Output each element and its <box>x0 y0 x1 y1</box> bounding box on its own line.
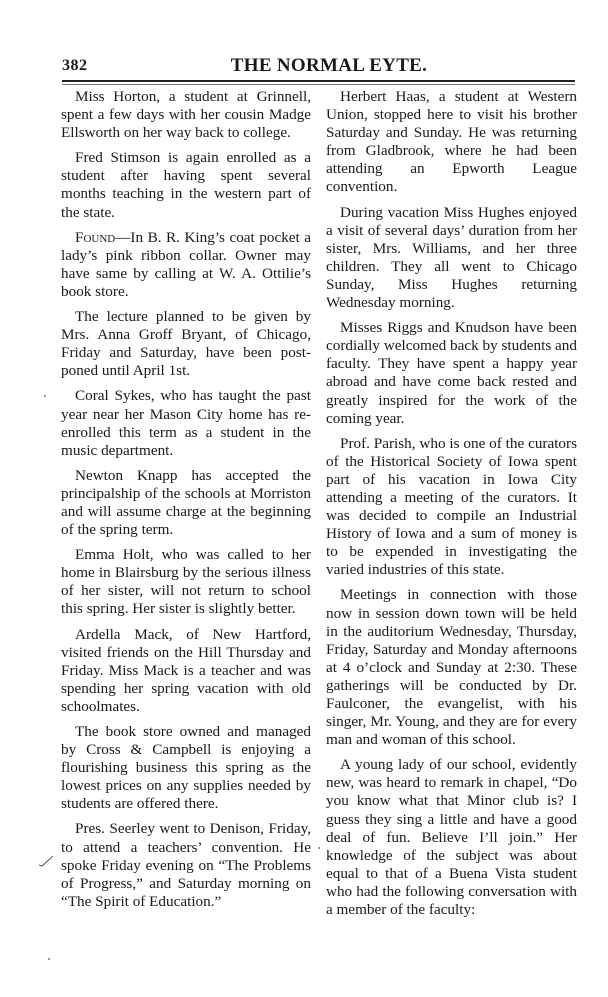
left-column <box>61 88 311 918</box>
scan-speck <box>318 847 320 849</box>
news-item-riggs-knudson: Misses Riggs and Knudson have been cordially welcomed back by students and faculty. They have spent a happy year abroad and have come back rested and greatly inspired for the work of the coming year. <box>326 319 577 427</box>
news-item-meetings: Meetings in connection with those now in session down town will be held in the auditorium Wednesday, Thursday, Friday, Saturday and Monday afternoons at 4 o’clock and Sunday at 2:30. These gatherings will be conducted by Dr. Faulconer, the evangelist, with his singer, Mr. Young, and they are for every man and woman of this school. <box>326 586 577 749</box>
news-item-lecture: The lecture planned to be given by Mrs. Anna Groff Bryant, of Chicago, Friday and Saturday, have been postponed until April 1st. <box>61 308 311 380</box>
found-text: —In B. R. King’s coat pocket a lady’s pink ribbon collar. Owner may have same by calling at W. A. Ottilie’s book store. <box>61 228 311 300</box>
page-header <box>62 55 576 77</box>
news-item-parish: Prof. Parish, who is one of the curators of the Historical Society of Iowa spent part of his vacation in Iowa City attending a meeting of the curators. It was decided to compile an Industrial History of Iowa and a sum of money is to be expended in investigating the varied industries of this state. <box>326 434 577 579</box>
right-column <box>326 88 577 926</box>
masthead-title: THE NORMAL EYTE. <box>230 55 428 76</box>
news-item-bookstore: The book store owned and managed by Cross & Campbell is enjoying a flourishing business this spring as the lowest prices on any supplies needed by students are offered there. <box>61 723 311 813</box>
scan-speck <box>44 395 46 397</box>
news-item-found <box>61 229 311 301</box>
news-item-stimson: Fred Stimson is again enrolled as a student after having spent several months teaching in the western part of the state. <box>61 149 311 221</box>
news-item-sykes: Coral Sykes, who has taught the past year near her Mason City home has re-enrolled this term as a student in the music department. <box>61 387 311 459</box>
page-number: 382 <box>62 57 88 74</box>
news-item-knapp: Newton Knapp has accepted the principalship of the schools at Morriston and will assume charge at the beginning of the spring term. <box>61 466 311 539</box>
news-item-holt: Emma Holt, who was called to her home in Blairsburg by the serious illness of her sister, will not return to school this spring. Her sister is slightly better. <box>61 546 311 618</box>
news-item-mack: Ardella Mack, of New Hartford, visited friends on the Hill Thursday and Friday. Miss Mack is a teacher and was spending her spring vacation with old schoolmates. <box>61 625 311 715</box>
news-item-haas: Herbert Haas, a student at Western Union, stopped here to visit his brother Saturday and Sunday. He was returning from Gladbrook, where he had been attending an Epworth League convention. <box>326 88 577 196</box>
found-lead: Found <box>75 228 116 246</box>
news-item-young-lady: A young lady of our school, evidently new, was heard to remark in chapel, “Do you know what that Minor club is? I guess they sing a little and have a good deal of fun. Believe I’ll join.” Her knowledge of the subject was about equal to that of a Buena Vista student who had the following conversation with a member of the faculty: <box>326 756 577 919</box>
scan-speck <box>48 958 50 960</box>
pencil-checkmark-icon <box>38 855 54 867</box>
news-item-hughes: During vacation Miss Hughes enjoyed a visit of several days’ duration from her sister, Mrs. Williams, and her three children. They all went to Chicago Sunday, Miss Hughes returning Wednesday morning. <box>326 203 577 312</box>
header-rule <box>62 80 575 85</box>
news-item-horton: Miss Horton, a student at Grinnell, spent a few days with her cousin Madge Ellsworth on her way back to college. <box>61 88 311 142</box>
news-item-seerley: Pres. Seerley went to Denison, Friday, to attend a teachers’ convention. He spoke Friday evening on “The Problems of Progress,” and Saturday morning on “The Spirit of Education.” <box>61 820 311 910</box>
